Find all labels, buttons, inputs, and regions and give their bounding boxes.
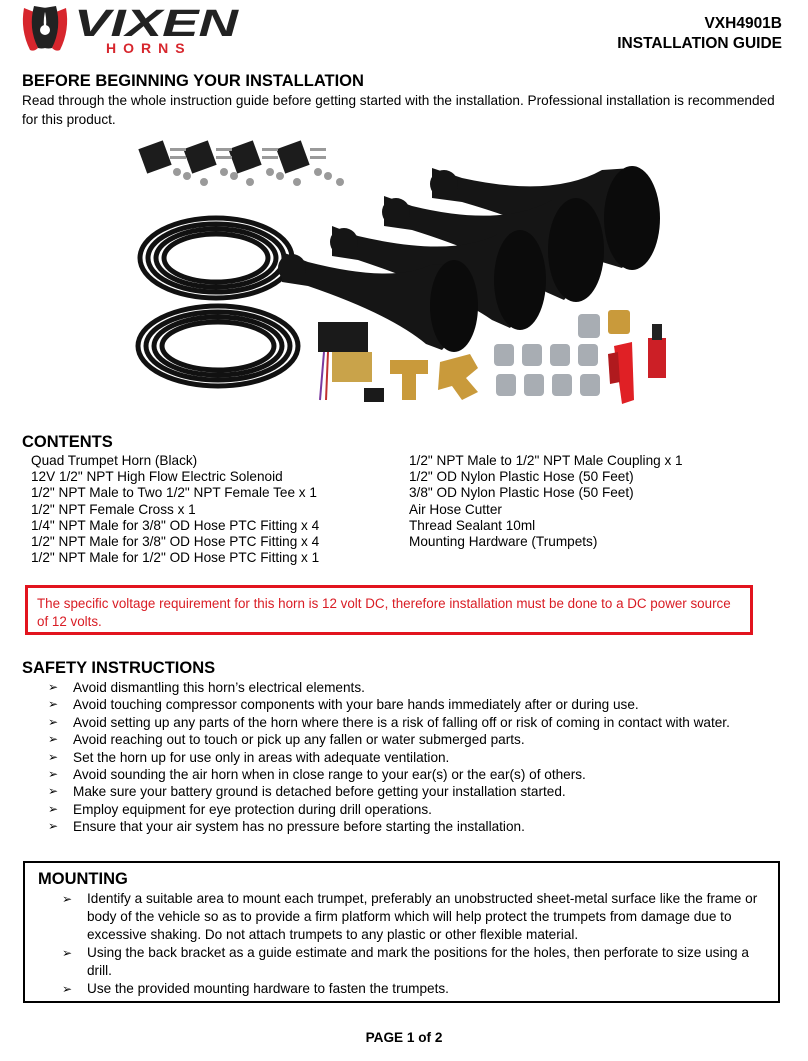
before-text: Read through the whole instruction guide before getting started with the installation. Professional installation is recommended for this product. <box>22 93 775 127</box>
list-item: ➢ Use the provided mounting hardware to fasten the trumpets. <box>62 980 774 998</box>
list-item: ➢ Ensure that your air system has no pressure before starting the installation. <box>48 818 730 835</box>
list-item: 1/4" NPT Male for 3/8" OD Hose PTC Fitting x 4 <box>31 517 320 533</box>
mounting-list <box>62 890 774 998</box>
mounting-heading: MOUNTING <box>38 870 128 888</box>
list-item: ➢ Set the horn up for use only in areas with adequate ventilation. <box>48 749 730 766</box>
list-item: ➢ Using the back bracket as a guide estimate and mark the positions for the holes, then perforate to size using a drill. <box>62 944 774 980</box>
page-number: PAGE 1 of 2 <box>365 1030 443 1045</box>
document-title: INSTALLATION GUIDE <box>617 35 782 52</box>
voltage-warning-text: The specific voltage requirement for this horn is 12 volt DC, therefore installation must be done to a DC power source of 12 volts. <box>37 596 731 629</box>
document-header <box>617 14 782 54</box>
horn-emblem-icon <box>23 6 67 51</box>
hose-coil-lower <box>138 306 298 386</box>
list-item: 1/2" NPT Male to Two 1/2" NPT Female Tee x 1 <box>31 485 317 501</box>
contents-heading: CONTENTS <box>22 433 113 451</box>
list-item: Mounting Hardware (Trumpets) <box>409 534 598 550</box>
list-item: 12V 1/2" NPT High Flow Electric Solenoid <box>31 469 283 485</box>
hose-cutter <box>608 342 634 404</box>
contents-list-right <box>409 453 683 550</box>
hose-coil-upper <box>140 218 292 298</box>
mounting-hardware <box>138 140 344 186</box>
list-item: ➢ Make sure your battery ground is detached before getting your installation started. <box>48 783 730 800</box>
list-item: ➢ Avoid setting up any parts of the horn where there is a risk of falling off or risk of coming in contact with water. <box>48 714 730 731</box>
list-item: ➢ Identify a suitable area to mount each trumpet, preferably an unobstructed sheet-metal surface like the frame or body of the vehicle so as to provide a firm platform which will help protect the trumpets from damage due to excessive shaking. Do not attach trumpets to any plastic or other flexible material. <box>62 890 774 944</box>
list-item: 1/2" OD Nylon Plastic Hose (50 Feet) <box>409 469 634 485</box>
list-item: 1/2" NPT Male to 1/2" NPT Male Coupling x 1 <box>409 453 683 468</box>
list-item: ➢ Avoid dismantling this horn’s electrical elements. <box>48 679 730 696</box>
list-item: 1/2" NPT Male for 3/8" OD Hose PTC Fitting x 4 <box>31 534 320 550</box>
thread-sealant <box>648 324 666 378</box>
logo-subtext: HORNS <box>106 40 192 56</box>
safety-list <box>48 679 730 836</box>
list-item: ➢ Avoid reaching out to touch or pick up any fallen or water submerged parts. <box>48 731 730 748</box>
logo-wordmark: VIXEN <box>74 3 241 45</box>
model-number: VXH4901B <box>704 15 782 32</box>
voltage-warning-box <box>25 585 753 635</box>
list-item: Air Hose Cutter <box>409 501 502 517</box>
before-heading: BEFORE BEGINNING YOUR INSTALLATION <box>22 72 364 90</box>
product-kit-image <box>132 138 684 410</box>
list-item: 1/2" NPT Male for 1/2" OD Hose PTC Fitting x 1 <box>31 550 320 566</box>
list-item: ➢ Employ equipment for eye protection during drill operations. <box>48 801 730 818</box>
list-item: Thread Sealant 10ml <box>409 517 536 533</box>
list-item: ➢ Avoid touching compressor components with your bare hands immediately after or during use. <box>48 696 730 713</box>
list-item: ➢ Avoid sounding the air horn when in close range to your ear(s) or the ear(s) of others. <box>48 766 730 783</box>
vixen-horns-logo <box>20 0 242 58</box>
list-item: 3/8" OD Nylon Plastic Hose (50 Feet) <box>409 485 634 501</box>
mounting-section <box>23 861 780 1003</box>
list-item: 1/2" NPT Female Cross x 1 <box>31 501 196 517</box>
list-item: Quad Trumpet Horn (Black) <box>31 453 198 468</box>
safety-heading: SAFETY INSTRUCTIONS <box>22 659 216 677</box>
electric-solenoid <box>318 322 384 402</box>
contents-list-left <box>31 453 319 566</box>
